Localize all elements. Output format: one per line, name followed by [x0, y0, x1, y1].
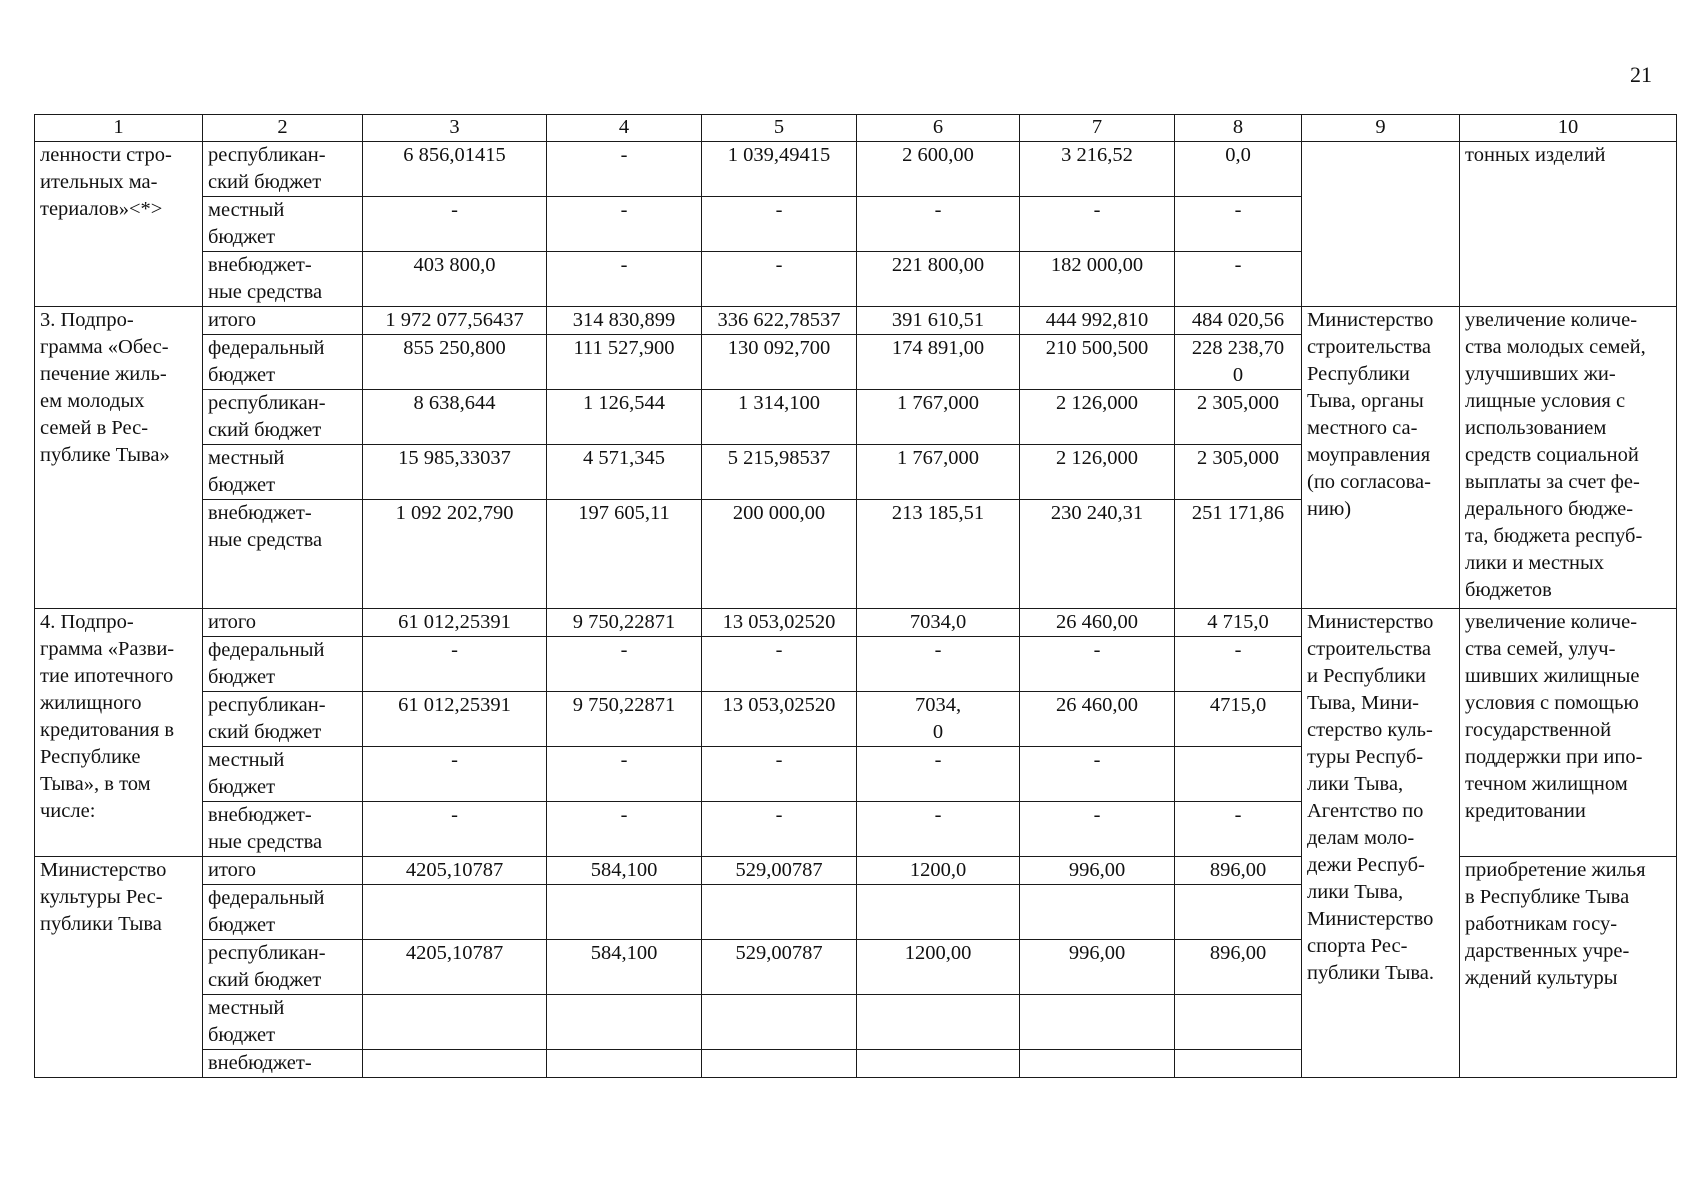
- amount-cell: [702, 1050, 857, 1078]
- amount-cell: 996,00: [1020, 857, 1175, 885]
- amount-cell: -: [363, 637, 547, 692]
- column-number: 3: [363, 115, 547, 142]
- amount-cell: 1 767,000: [857, 390, 1020, 445]
- amount-cell: -: [702, 802, 857, 857]
- amount-cell: 529,00787: [702, 940, 857, 995]
- funding-source-cell: республикан- ский бюджет: [203, 940, 363, 995]
- amount-cell: 4205,10787: [363, 940, 547, 995]
- amount-cell: 314 830,899: [547, 307, 702, 335]
- amount-cell: 484 020,56: [1175, 307, 1302, 335]
- amount-cell: [363, 885, 547, 940]
- amount-cell: 111 527,900: [547, 335, 702, 390]
- column-number: 5: [702, 115, 857, 142]
- amount-cell: -: [702, 747, 857, 802]
- amount-cell: -: [1020, 802, 1175, 857]
- executor-cell: Министерство строительства Республики Тыва, органы местного са- моуправления (по согласова- нию): [1302, 307, 1460, 609]
- executor-cell: [1302, 142, 1460, 307]
- amount-cell: 7034,0: [857, 609, 1020, 637]
- result-cell: увеличение количе- ства молодых семей, улучшивших жи- лищные условия с использованием средств социальной выплаты за счет фе- дерального бюдже- та, бюджета респуб- лики и местных бюджетов: [1460, 307, 1677, 609]
- funding-source-cell: федеральный бюджет: [203, 335, 363, 390]
- amount-cell: -: [363, 197, 547, 252]
- amount-cell: -: [547, 252, 702, 307]
- amount-cell: 13 053,02520: [702, 692, 857, 747]
- amount-cell: [547, 995, 702, 1050]
- column-number-row: [35, 115, 1677, 142]
- funding-source-cell: итого: [203, 307, 363, 335]
- funding-source-cell: внебюджет- ные средства: [203, 500, 363, 609]
- amount-cell: 9 750,22871: [547, 609, 702, 637]
- funding-source-cell: федеральный бюджет: [203, 885, 363, 940]
- amount-cell: [1175, 995, 1302, 1050]
- amount-cell: -: [702, 637, 857, 692]
- amount-cell: -: [1175, 802, 1302, 857]
- amount-cell: [1175, 747, 1302, 802]
- column-number: 1: [35, 115, 203, 142]
- table-row: [35, 142, 1677, 197]
- amount-cell: -: [547, 197, 702, 252]
- amount-cell: -: [1175, 252, 1302, 307]
- amount-cell: 61 012,25391: [363, 609, 547, 637]
- amount-cell: -: [857, 197, 1020, 252]
- amount-cell: -: [547, 142, 702, 197]
- amount-cell: -: [547, 747, 702, 802]
- amount-cell: [1020, 1050, 1175, 1078]
- amount-cell: 1 767,000: [857, 445, 1020, 500]
- funding-source-cell: республикан- ский бюджет: [203, 142, 363, 197]
- amount-cell: 9 750,22871: [547, 692, 702, 747]
- amount-cell: 403 800,0: [363, 252, 547, 307]
- amount-cell: 4 571,345: [547, 445, 702, 500]
- amount-cell: -: [363, 747, 547, 802]
- amount-cell: 5 215,98537: [702, 445, 857, 500]
- amount-cell: -: [1175, 197, 1302, 252]
- amount-cell: 228 238,70 0: [1175, 335, 1302, 390]
- amount-cell: -: [857, 747, 1020, 802]
- funding-source-cell: местный бюджет: [203, 197, 363, 252]
- amount-cell: 996,00: [1020, 940, 1175, 995]
- amount-cell: [702, 995, 857, 1050]
- amount-cell: 1200,0: [857, 857, 1020, 885]
- column-number: 10: [1460, 115, 1677, 142]
- amount-cell: -: [1175, 637, 1302, 692]
- funding-source-cell: внебюджет- ные средства: [203, 252, 363, 307]
- amount-cell: [702, 885, 857, 940]
- funding-source-cell: итого: [203, 857, 363, 885]
- result-cell: увеличение количе- ства семей, улуч- шивших жилищные условия с помощью государственной поддержки при ипо- течном жилищном кредитовании: [1460, 609, 1677, 857]
- amount-cell: 2 305,000: [1175, 445, 1302, 500]
- funding-source-cell: итого: [203, 609, 363, 637]
- amount-cell: [857, 885, 1020, 940]
- column-number: 8: [1175, 115, 1302, 142]
- amount-cell: 26 460,00: [1020, 609, 1175, 637]
- column-number: 7: [1020, 115, 1175, 142]
- amount-cell: 221 800,00: [857, 252, 1020, 307]
- amount-cell: 4 715,0: [1175, 609, 1302, 637]
- table-row: [35, 609, 1677, 637]
- amount-cell: 8 638,644: [363, 390, 547, 445]
- amount-cell: 2 126,000: [1020, 445, 1175, 500]
- amount-cell: -: [363, 802, 547, 857]
- program-name-cell: 4. Подпро- грамма «Разви- тие ипотечного жилищного кредитования в Республике Тыва», в том числе:: [35, 609, 203, 857]
- amount-cell: 15 985,33037: [363, 445, 547, 500]
- amount-cell: -: [702, 252, 857, 307]
- amount-cell: -: [1020, 747, 1175, 802]
- amount-cell: -: [702, 197, 857, 252]
- amount-cell: -: [1020, 197, 1175, 252]
- amount-cell: 391 610,51: [857, 307, 1020, 335]
- amount-cell: 200 000,00: [702, 500, 857, 609]
- amount-cell: 174 891,00: [857, 335, 1020, 390]
- amount-cell: [1020, 995, 1175, 1050]
- result-cell: тонных изделий: [1460, 142, 1677, 307]
- program-name-cell: Министерство культуры Рес- публики Тыва: [35, 857, 203, 1078]
- amount-cell: 251 171,86: [1175, 500, 1302, 609]
- funding-source-cell: местный бюджет: [203, 747, 363, 802]
- amount-cell: 230 240,31: [1020, 500, 1175, 609]
- column-number: 2: [203, 115, 363, 142]
- amount-cell: 1 092 202,790: [363, 500, 547, 609]
- funding-source-cell: федеральный бюджет: [203, 637, 363, 692]
- amount-cell: -: [857, 802, 1020, 857]
- amount-cell: 336 622,78537: [702, 307, 857, 335]
- amount-cell: 444 992,810: [1020, 307, 1175, 335]
- amount-cell: -: [1020, 637, 1175, 692]
- amount-cell: -: [547, 637, 702, 692]
- amount-cell: [363, 995, 547, 1050]
- funding-source-cell: внебюджет- ные средства: [203, 802, 363, 857]
- amount-cell: 1 039,49415: [702, 142, 857, 197]
- amount-cell: 26 460,00: [1020, 692, 1175, 747]
- amount-cell: 896,00: [1175, 857, 1302, 885]
- amount-cell: 584,100: [547, 857, 702, 885]
- amount-cell: 529,00787: [702, 857, 857, 885]
- funding-source-cell: местный бюджет: [203, 445, 363, 500]
- amount-cell: 584,100: [547, 940, 702, 995]
- funding-source-cell: внебюджет-: [203, 1050, 363, 1078]
- amount-cell: 13 053,02520: [702, 609, 857, 637]
- funding-source-cell: местный бюджет: [203, 995, 363, 1050]
- amount-cell: [1175, 1050, 1302, 1078]
- column-number: 9: [1302, 115, 1460, 142]
- amount-cell: 4205,10787: [363, 857, 547, 885]
- amount-cell: [1175, 885, 1302, 940]
- amount-cell: [547, 885, 702, 940]
- amount-cell: 182 000,00: [1020, 252, 1175, 307]
- amount-cell: [857, 1050, 1020, 1078]
- amount-cell: [1020, 885, 1175, 940]
- amount-cell: [547, 1050, 702, 1078]
- amount-cell: 1200,00: [857, 940, 1020, 995]
- amount-cell: 855 250,800: [363, 335, 547, 390]
- amount-cell: 3 216,52: [1020, 142, 1175, 197]
- amount-cell: 0,0: [1175, 142, 1302, 197]
- amount-cell: 2 305,000: [1175, 390, 1302, 445]
- amount-cell: 1 314,100: [702, 390, 857, 445]
- amount-cell: 4715,0: [1175, 692, 1302, 747]
- program-name-cell: ленности стро- ительных ма- териалов»<*>: [35, 142, 203, 307]
- budget-table: [34, 114, 1677, 1078]
- amount-cell: 130 092,700: [702, 335, 857, 390]
- amount-cell: 213 185,51: [857, 500, 1020, 609]
- amount-cell: [857, 995, 1020, 1050]
- amount-cell: 61 012,25391: [363, 692, 547, 747]
- column-number: 6: [857, 115, 1020, 142]
- funding-source-cell: республикан- ский бюджет: [203, 692, 363, 747]
- program-name-cell: 3. Подпро- грамма «Обес- печение жиль- ем молодых семей в Рес- публике Тыва»: [35, 307, 203, 609]
- amount-cell: [363, 1050, 547, 1078]
- page-number: 21: [1630, 62, 1652, 87]
- funding-source-cell: республикан- ский бюджет: [203, 390, 363, 445]
- amount-cell: 197 605,11: [547, 500, 702, 609]
- executor-cell: Министерство строительства и Республики Тыва, Мини- стерство куль- туры Респуб- лики Тыва, Агентство по делам моло- дежи Респуб- лики Тыва, Министерство спорта Рес- публики Тыва.: [1302, 609, 1460, 1078]
- amount-cell: -: [547, 802, 702, 857]
- amount-cell: 1 126,544: [547, 390, 702, 445]
- amount-cell: 6 856,01415: [363, 142, 547, 197]
- amount-cell: 7034, 0: [857, 692, 1020, 747]
- amount-cell: 2 126,000: [1020, 390, 1175, 445]
- amount-cell: 1 972 077,56437: [363, 307, 547, 335]
- amount-cell: -: [857, 637, 1020, 692]
- column-number: 4: [547, 115, 702, 142]
- amount-cell: 2 600,00: [857, 142, 1020, 197]
- amount-cell: 896,00: [1175, 940, 1302, 995]
- table-row: [35, 307, 1677, 335]
- result-cell: приобретение жилья в Республике Тыва работникам госу- дарственных учре- ждений культуры: [1460, 857, 1677, 1078]
- amount-cell: 210 500,500: [1020, 335, 1175, 390]
